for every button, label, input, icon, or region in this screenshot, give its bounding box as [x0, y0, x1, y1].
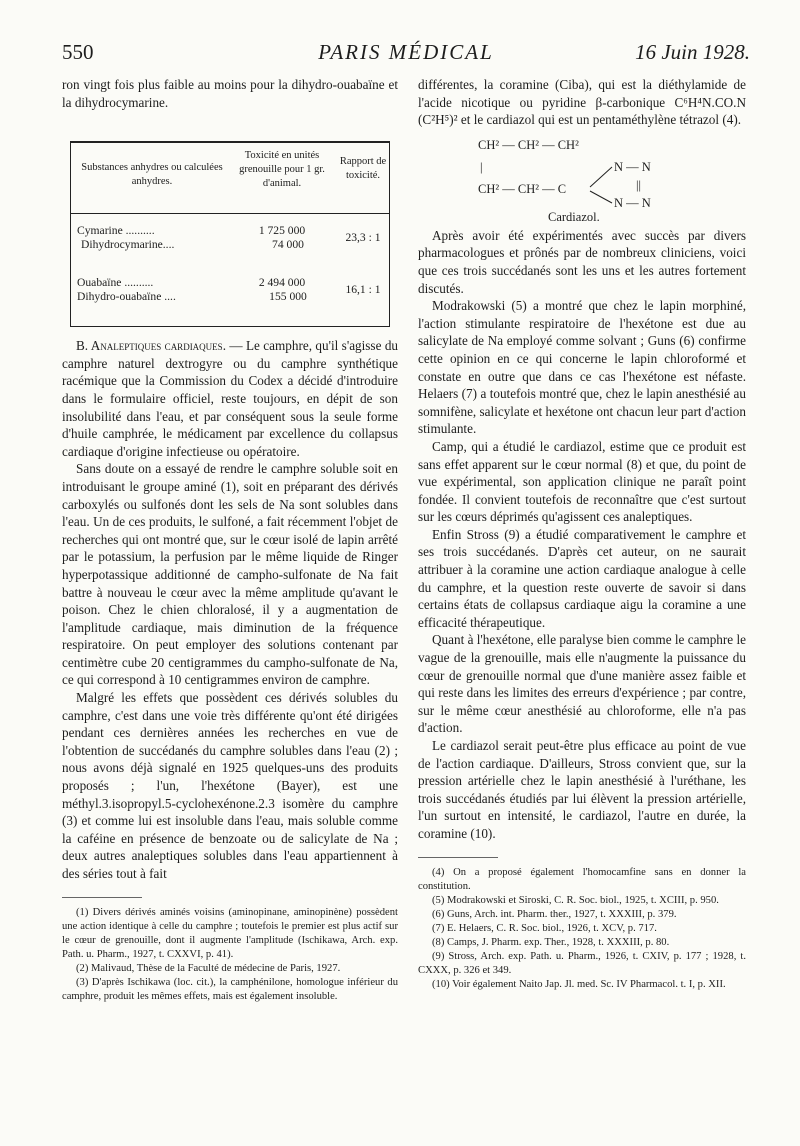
- body-paragraph: différentes, la coramine (Ciba), qui est la diéthylamide de l'acide nicotique ou pyridine β-carbonique C⁶H⁴N.CO.N (C²H⁵)² et le cardiazol qui est un pentaméthylène tétrazol (4).: [418, 77, 746, 128]
- formula-line-3: CH² — CH² — C: [478, 181, 567, 196]
- left-column: [62, 76, 398, 1004]
- issue-date: 16 Juin 1928.: [635, 40, 750, 64]
- page-number: 550: [62, 40, 94, 64]
- body-paragraph: Après avoir été expérimentés avec succès par divers pharmacologues et prônés par de nombreux cliniciens, voici que ces trois succédanés sont les uns et les autres fortement discutés.: [418, 227, 746, 296]
- body-paragraph: Malgré les effets que possèdent ces dérivés solubles du camphre, c'est dans une voie très différente qu'ont été dirigées pendant ces dernières années les recherches en vue de l'obtention de succédanés du camphre solubles dans l'eau (2) ; nous avons déjà signalé en 1925 quelques-uns des produits proposés ; l'un, l'hexétone (Bayer), est une méthyl.3.isopropyl.5-cyclohexénone.2.3 isomère du camphre (3) et comme lui est insoluble dans l'eau, mais soluble comme la caféine en présence de benzoate ou de salicylate de Na ; deux autres analeptiques solubles dans l'eau appartiennent à des séries tout à fait: [62, 690, 398, 881]
- formula-double-bond: ||: [636, 177, 642, 192]
- table-cell-ratio: 16,1 : 1: [345, 283, 381, 297]
- formula-n-bottom: N — N: [614, 195, 651, 210]
- body-paragraph: Sans doute on a essayé de rendre le camphre soluble soit en introduisant le groupe aminé (1), soit en préparant des dérivés carboxylés ou sulfonés dont les sels de Na sont solubles dans l'eau. Un de ces produits, le sulfoné, a fait récemment l'objet de recherches qui ont montré que, sur le cœur isolé de lapin arrêté par le potassium, la perfusion par le même liquide de Ringer hyperpotassique additionné de campho-sulfonate de Na fait battre à nouveau le cœur avec la même amplitude qu'avant le poison. Chez le chien chloralosé, il y a augmentation de l'amplitude cardiaque, mais diminution de la fréquence respiratoire. On peut employer des solutions contenant par centimètre cube 20 centigrammes du campho-sulfonate de Na, ce qui correspond à 10 centigrammes environ de camphre.: [62, 461, 398, 688]
- footnote: (2) Malivaud, Thèse de la Faculté de médecine de Paris, 1927.: [76, 962, 341, 974]
- footnotes-right: [418, 866, 746, 992]
- table-header-row: [71, 143, 389, 214]
- right-column: [418, 76, 746, 992]
- table-cell-name: Cymarine ..........: [77, 224, 155, 238]
- page-header: [62, 40, 750, 70]
- table-header-substances: Substances anhydres ou calculées anhydres.: [81, 162, 223, 188]
- section-heading: B. Analeptiques cardiaques.: [76, 338, 226, 354]
- table-row: [71, 262, 389, 326]
- table-cell-value: 155 000: [269, 290, 307, 304]
- formula-label: Cardiazol.: [548, 209, 600, 224]
- table-header-toxicity: Toxicité en unités grenouille pour 1 gr. d'animal.: [239, 150, 325, 190]
- formula-bond: |: [480, 159, 483, 174]
- body-paragraph: Le cardiazol serait peut-être plus efficace au point de vue de l'action cardiaque. D'ailleurs, Stross convient que, sur la pression artérielle chez le lapin anesthésié à l'uréthane, les trois succédanés étudiés par lui élèvent la pression artérielle, l'un surtout en intensité, le cardiazol, l'autre en durée, la coramine (10).: [418, 738, 746, 841]
- body-paragraph: Modrakowski (5) a montré que chez le lapin morphiné, l'action stimulante respiratoire de l'hexétone est due au salicylate de Na employé comme solvant ; Guns (6) confirme cette opinion en ce qui concerne le lapin chloroformé et constate en outre que dans ce cas l'hexétone est néfaste. Helaers (7) a toutefois montré que, chez le lapin anesthésié au somnifène, salicylate et hexétone ont chacun leur part d'action stimulante.: [418, 298, 746, 437]
- footnote: (9) Stross, Arch. exp. Path. u. Pharm., 1926, t. CXIV, p. 177 ; 1928, t. CXXX, p. 326 et 349.: [418, 950, 746, 976]
- table-row: [71, 214, 389, 262]
- footnote: (10) Voir également Naito Jap. Jl. med. Sc. IV Pharmacol. t. I, p. XII.: [432, 978, 726, 990]
- section-b-text: — Le camphre, qu'il s'agisse du camphre naturel dextrogyre ou du camphre synthétique racémique que la Commission du Codex a décidé d'introduire dans le formulaire officiel, reste toujours, en dépit de son insolubilité dans l'eau, et par conséquent sous la seule forme d'huile camphrée, le médicament par excellence du collapsus cardiaque d'origine infectieuse ou opératoire.: [62, 338, 399, 459]
- table-cell-name: Ouabaïne ..........: [77, 276, 154, 290]
- table-cell-ratio: 23,3 : 1: [345, 231, 381, 245]
- table-cell-value: 74 000: [272, 238, 304, 252]
- table-cell-value: 1 725 000: [258, 224, 306, 238]
- footnote: (8) Camps, J. Pharm. exp. Ther., 1928, t. XXXIII, p. 80.: [432, 936, 670, 948]
- formula-n-top: N — N: [614, 159, 651, 174]
- table-cell-name: Dihydrocymarine....: [81, 238, 175, 252]
- footnote: (3) D'après Ischikawa (loc. cit.), la camphénilone, homologue inférieur du camphre, produit les mêmes effets, mais est également insoluble.: [62, 976, 398, 1002]
- cardiazol-formula: [418, 135, 746, 225]
- footnote: (7) E. Helaers, C. R. Soc. biol., 1926, t. XCV, p. 717.: [432, 922, 657, 934]
- footnotes-left: [62, 906, 398, 1004]
- table-cell-value: 2 494 000: [258, 276, 306, 290]
- footnote: (5) Modrakowski et Siroski, C. R. Soc. biol., 1925, t. XCIII, p. 950.: [432, 894, 719, 906]
- footnote-separator: [62, 897, 142, 898]
- formula-ring-bonds: [586, 157, 616, 207]
- footnote: (6) Guns, Arch. int. Pharm. ther., 1927, t. XXXIII, p. 379.: [432, 908, 677, 920]
- table-cell-name: Dihydro-ouabaïne ....: [77, 290, 176, 304]
- footnote: (4) On a proposé également l'homocamfine sans en donner la constitution.: [418, 866, 746, 892]
- toxicity-table: [70, 141, 390, 327]
- intro-paragraph: ron vingt fois plus faible au moins pour la dihydro-ouabaïne et la dihydrocymarine.: [62, 77, 398, 110]
- footnote-separator: [418, 857, 498, 858]
- footnote: (1) Divers dérivés aminés voisins (aminopinane, aminopinène) possèdent une action identique à celle du camphre ; toutefois le premier est plus actif sur le cœur de grenouille, dont il augmente l'amplitude (Ischikawa, Arch. exp. Path. u. Pharm., 1927, t. CXXVI, p. 41).: [62, 906, 398, 960]
- table-header-ratio: Rapport de toxicité.: [339, 156, 387, 182]
- body-paragraph: Camp, qui a étudié le cardiazol, estime que ce produit est sans effet apparent sur le cœur normal (8) et que, du point de vue expérimental, son application clinique ne paraît point fondée. Il convient toutefois de reconnaître que c'est surtout sur les cœurs déprimés qu'agissent ces analeptiques.: [418, 438, 746, 525]
- journal-title: PARIS MÉDICAL: [318, 40, 494, 64]
- body-paragraph: Enfin Stross (9) a étudié comparativement le camphre et ses trois succédanés. D'après cet auteur, on ne saurait attribuer à la coramine une action cardiaque analogue à celle du camphre, et la question reste ouverte de savoir si dans certains états de collapsus cardiaque aigu la coramine a une efficacité thérapeutique.: [418, 526, 746, 630]
- body-paragraph: Quant à l'hexétone, elle paralyse bien comme le camphre le vague de la grenouille, mais elle n'augmente la puissance du cœur de grenouille normal que d'une manière assez faible et qui reste dans les limites des erreurs d'expérience ; par contre, sur le même cœur anesthésié au chloroforme, elle n'a pas d'action.: [418, 632, 746, 736]
- section-b-paragraph: [62, 337, 398, 460]
- formula-line-1: CH² — CH² — CH²: [478, 137, 579, 152]
